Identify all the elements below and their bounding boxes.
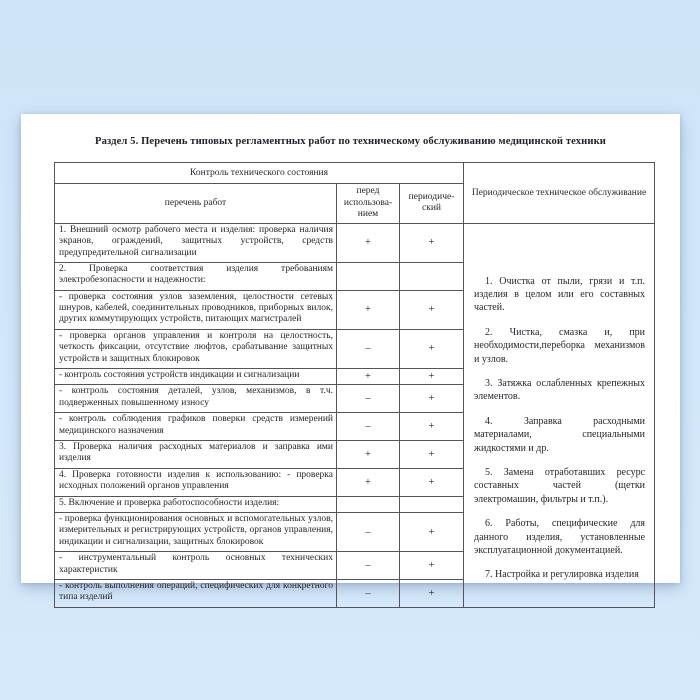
mark-periodic: + (400, 579, 464, 607)
mark-before-use: + (337, 290, 400, 329)
header-works-list: перечень работ (55, 184, 337, 224)
maintenance-item: 5. Замена отработавших ресурс составных частей (щетки электромашин, фильтры и т.п.). (474, 466, 646, 505)
work-text: - проверка состояния узлов заземления, целостности сетевых шнуров, кабелей, соединительных проводников, приборных вилок, других коммутирующих устройств, питающих магистралей (55, 290, 337, 329)
mark-before-use: – (337, 413, 400, 441)
header-periodic: периодиче-ский (400, 184, 464, 224)
table-row (55, 223, 655, 262)
work-text: - проверка функционирования основных и вспомогательных узлов, измерительных и регистрирующих устройств, органов управления, индикации и сигнализации, защитных блокировок (55, 512, 337, 551)
mark-periodic: + (400, 512, 464, 551)
mark-before-use: + (337, 440, 400, 468)
mark-periodic: + (400, 468, 464, 496)
section-title: Раздел 5. Перечень типовых регламентных работ по техническому обслуживанию медицинской техники (95, 136, 606, 147)
mark-periodic: + (400, 413, 464, 441)
work-text: 4. Проверка готовности изделия к использованию: - проверка исходных положений органов управления (55, 468, 337, 496)
maintenance-item: 1. Очистка от пыли, грязи и т.п. изделия в целом или его составных частей. (474, 275, 646, 314)
work-text: 3. Проверка наличия расходных материалов и заправка ими изделия (55, 440, 337, 468)
maintenance-item: 3. Затяжка ослабленных крепежных элементов. (474, 378, 646, 403)
mark-periodic (400, 496, 464, 512)
mark-before-use: – (337, 552, 400, 580)
header-periodic-maintenance: Периодическое техническое обслуживание (464, 163, 655, 224)
mark-periodic: + (400, 440, 464, 468)
work-text: 1. Внешний осмотр рабочего места и изделия: проверка наличия экранов, ограждений, защитных устройств, средств предупредительной сигнализации (55, 223, 337, 262)
maintenance-item: 4. Заправка расходными материалами, специальными жидкостями и др. (474, 415, 646, 454)
work-text: - контроль состояния устройств индикации и сигнализации (55, 369, 337, 385)
mark-periodic: + (400, 290, 464, 329)
maintenance-item: 6. Работы, специфические для данного изделия, установленные эксплуатационной документацией. (474, 518, 646, 556)
work-text: 2. Проверка соответствия изделия требованиям электробезопасности и надежности: (55, 262, 337, 290)
mark-before-use: + (337, 369, 400, 385)
mark-periodic: + (400, 385, 464, 413)
mark-before-use (337, 496, 400, 512)
maintenance-works-table (54, 162, 655, 608)
mark-before-use: – (337, 579, 400, 607)
work-text: 5. Включение и проверка работоспособности изделия: (55, 496, 337, 512)
document-page (21, 114, 680, 603)
header-before-use: перед использова-нием (337, 184, 400, 224)
mark-periodic: + (400, 223, 464, 262)
mark-before-use: – (337, 329, 400, 368)
header-control-group: Контроль технического состояния (55, 163, 464, 184)
mark-periodic (400, 262, 464, 290)
mark-before-use: – (337, 512, 400, 551)
maintenance-item: 7. Настройка и регулировка изделия (485, 569, 639, 581)
mark-before-use: – (337, 385, 400, 413)
work-text: - контроль состояния деталей, узлов, механизмов, в т.ч. подверженных повышенному износу (55, 385, 337, 413)
header-row-group (55, 163, 655, 184)
maintenance-cell (464, 223, 655, 607)
work-text: - контроль выполнения операций, специфических для конкретного типа изделий (55, 579, 337, 607)
mark-periodic: + (400, 552, 464, 580)
work-text: - проверка органов управления и контроля на целостность, четкость фиксации, отсутствие люфтов, срабатывание защитных устройств и защитных блокировок (55, 329, 337, 368)
work-text: - контроль соблюдения графиков поверки средств измерений медицинского назначения (55, 413, 337, 441)
mark-periodic: + (400, 369, 464, 385)
mark-before-use: + (337, 223, 400, 262)
maintenance-item: 2. Чистка, смазка и, при необходимости,переборка механизмов и узлов. (474, 326, 646, 365)
work-text: - инструментальный контроль основных технических характеристик (55, 552, 337, 580)
mark-before-use: + (337, 468, 400, 496)
mark-periodic: + (400, 329, 464, 368)
mark-before-use (337, 262, 400, 290)
